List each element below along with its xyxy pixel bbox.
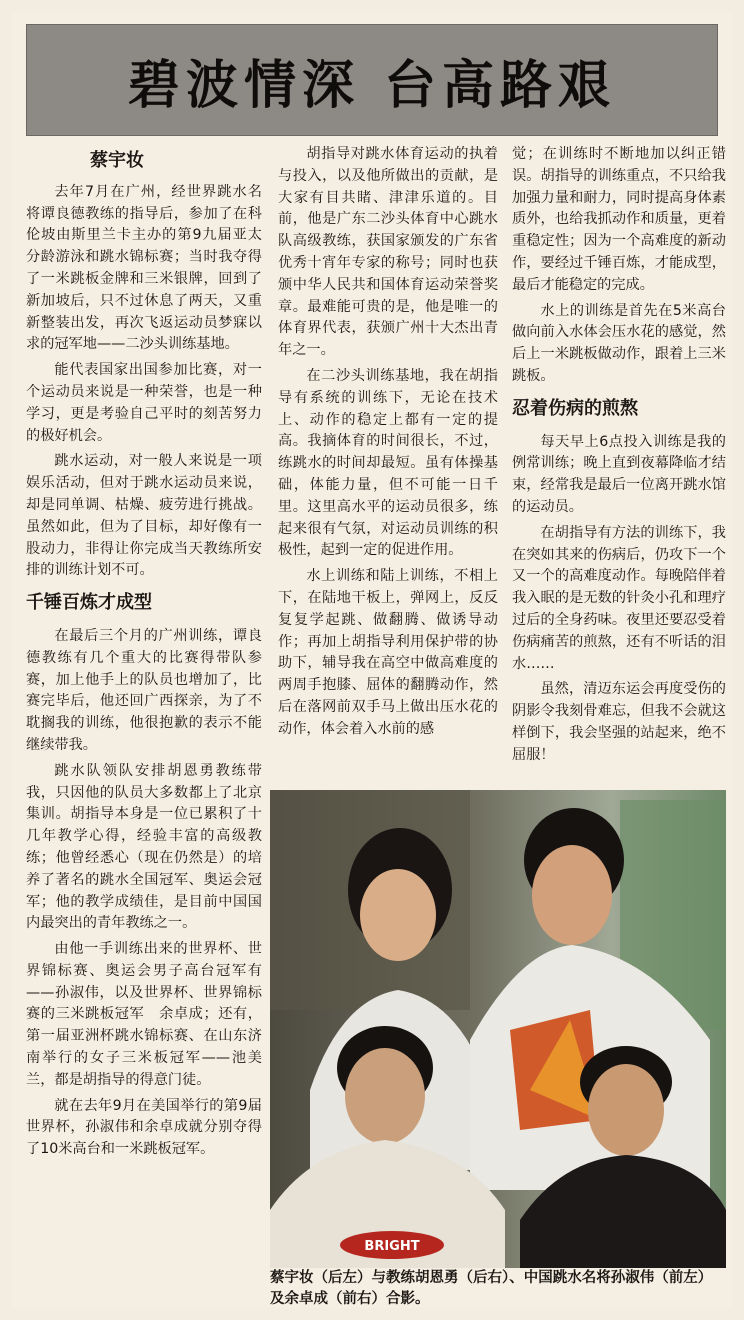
- paragraph: 跳水队领队安排胡恩勇教练带我，只因他的队员大多数都上了北京集训。胡指导本身是一位已累积了十几年教学心得，经验丰富的高级教练；他曾经悉心（现在仍然是）的培养了著名的跳水全国冠军、奥运会冠军；他的教学成绩佳，是目前中国国内最突出的青年教练之一。: [26, 762, 262, 932]
- paragraph: 胡指导对跳水体育运动的执着与投入，以及他所做出的贡献，是大家有目共睹、津津乐道的。目前，他是广东二沙头体育中心跳水队高级教练，获国家颁发的广东省优秀十宵年专家的称号；同时也获颁中华人民共和国体育运动荣誉奖章。最难能可贵的是，他是唯一的体育界代表，获颁广州十大杰出青年之一。: [278, 146, 498, 359]
- headline: 碧波情深 台高路艰: [127, 54, 617, 116]
- newspaper-clipping: [12, 12, 732, 1308]
- paragraph: 每天早上6点投入训练是我的例常训练；晚上直到夜幕降临才结束，经常我是最后一位离开跳水馆的运动员。: [512, 433, 726, 515]
- byline: 蔡宇妆: [90, 150, 144, 171]
- paragraph: 在二沙头训练基地，我在胡指导有系统的训练下，无论在技术上、动作的稳定上都有一定的提高。我摘体育的时间很长，不过，练跳水的时间却最短。虽有体操基础，体能力量，但不可能一日千里。这里高水平的运动员很多，练起来很有气氛，对运动员训练的积极性，起到一定的促进作用。: [278, 367, 498, 559]
- paragraph: 虽然，清迈东运会再度受伤的阴影令我刻骨难忘，但我不会就这样倒下，我会坚强的站起来，绝不屈服！: [512, 681, 726, 763]
- photo-illustration: [270, 790, 726, 1268]
- section-subhead: 忍着伤病的煎熬: [512, 397, 638, 419]
- article-column-1: [26, 150, 262, 1165]
- paragraph: 由他一手训练出来的世界杯、世界锦标赛、奥运会男子高台冠军有——孙淑伟，以及世界杯、世界锦标赛的三米跳板冠军 余卓成；还有，第一届亚洲杯跳水锦标赛、在山东济南举行的女子三米板冠军——池美兰，都是胡指导的得意门徒。: [26, 941, 262, 1088]
- paragraph: 在胡指导有方法的训练下，我在突如其来的伤病后，仍攻下一个又一个的高难度动作。每晚陪伴着我入眠的是无数的针灸小孔和理疗过后的全身药味。夜里还要忍受着伤病痛苦的煎熬，还有不听话的泪水……: [512, 524, 726, 672]
- paragraph: 跳水运动，对一般人来说是一项娱乐活动，但对于跳水运动员来说，却是同单调、枯燥、疲劳进行挑战。虽然如此，但为了目标，却好像有一股动力，非得让你完成当天教练所安排的训练计划不可。: [26, 453, 262, 579]
- photo-caption: 蔡宇妆（后左）与教练胡恩勇（后右）、中国跳水名将孙淑伟（前左）及余卓成（前右）合影。: [270, 1270, 713, 1307]
- paragraph: 水上的训练是首先在5米高台做向前入水体会压水花的感觉，然后上一米跳板做动作，跟着上三米跳板。: [512, 302, 726, 384]
- shirt-logo-text: BRIGHT: [364, 1239, 420, 1254]
- paragraph: 能代表国家出国参加比赛，对一个运动员来说是一种荣誉，也是一种学习，更是考验自己平时的刻苦努力的极好机会。: [26, 362, 262, 444]
- paragraph: 水上训练和陆上训练，不相上下，在陆地干板上，弹网上，反反复复学起跳、做翻腾、做诱导动作；再加上胡指导利用保护带的协助下，辅导我在高空中做高难度的两周手抱膝、屈体的翻腾动作，然后在落网前双手马上做出压水花的动作，体会着入水前的感: [278, 568, 498, 737]
- paragraph: 就在去年9月在美国举行的第9届世界杯，孙淑伟和余卓成就分别夺得了10米高台和一米跳板冠军。: [26, 1097, 262, 1158]
- group-photo: [270, 790, 726, 1268]
- article-column-3: [512, 144, 726, 771]
- article-column-2: [278, 144, 498, 745]
- headline-banner: [26, 24, 718, 136]
- section-subhead: 千锤百炼才成型: [26, 592, 152, 614]
- paragraph: 去年7月在广州，经世界跳水名将谭良德教练的指导后，参加了在科伦坡由斯里兰卡主办的第9九届亚太分龄游泳和跳水锦标赛；当时我夺得了一米跳板金牌和三米银牌，回到了新加坡后，只不过休息了两天，又重新整装出发，再次飞返运动员梦寐以求的冠军地——二沙头训练基地。: [26, 183, 262, 353]
- paragraph: 觉；在训练时不断地加以纠正错误。胡指导的训练重点，不只给我加强力量和耐力，同时提高身体素质外，也给我抓动作和质量，更着重稳定性；因为一个高难度的新动作，要经过千锤百炼，才能成型，最后才能稳定的完成。: [512, 146, 726, 293]
- paragraph: 在最后三个月的广州训练，谭良德教练有几个重大的比赛得带队参赛，加上他手上的队员也增加了，比赛完毕后，他还回广西探亲，为了不耽搁我的训练，他很抱歉的表示不能继续带我。: [26, 627, 262, 753]
